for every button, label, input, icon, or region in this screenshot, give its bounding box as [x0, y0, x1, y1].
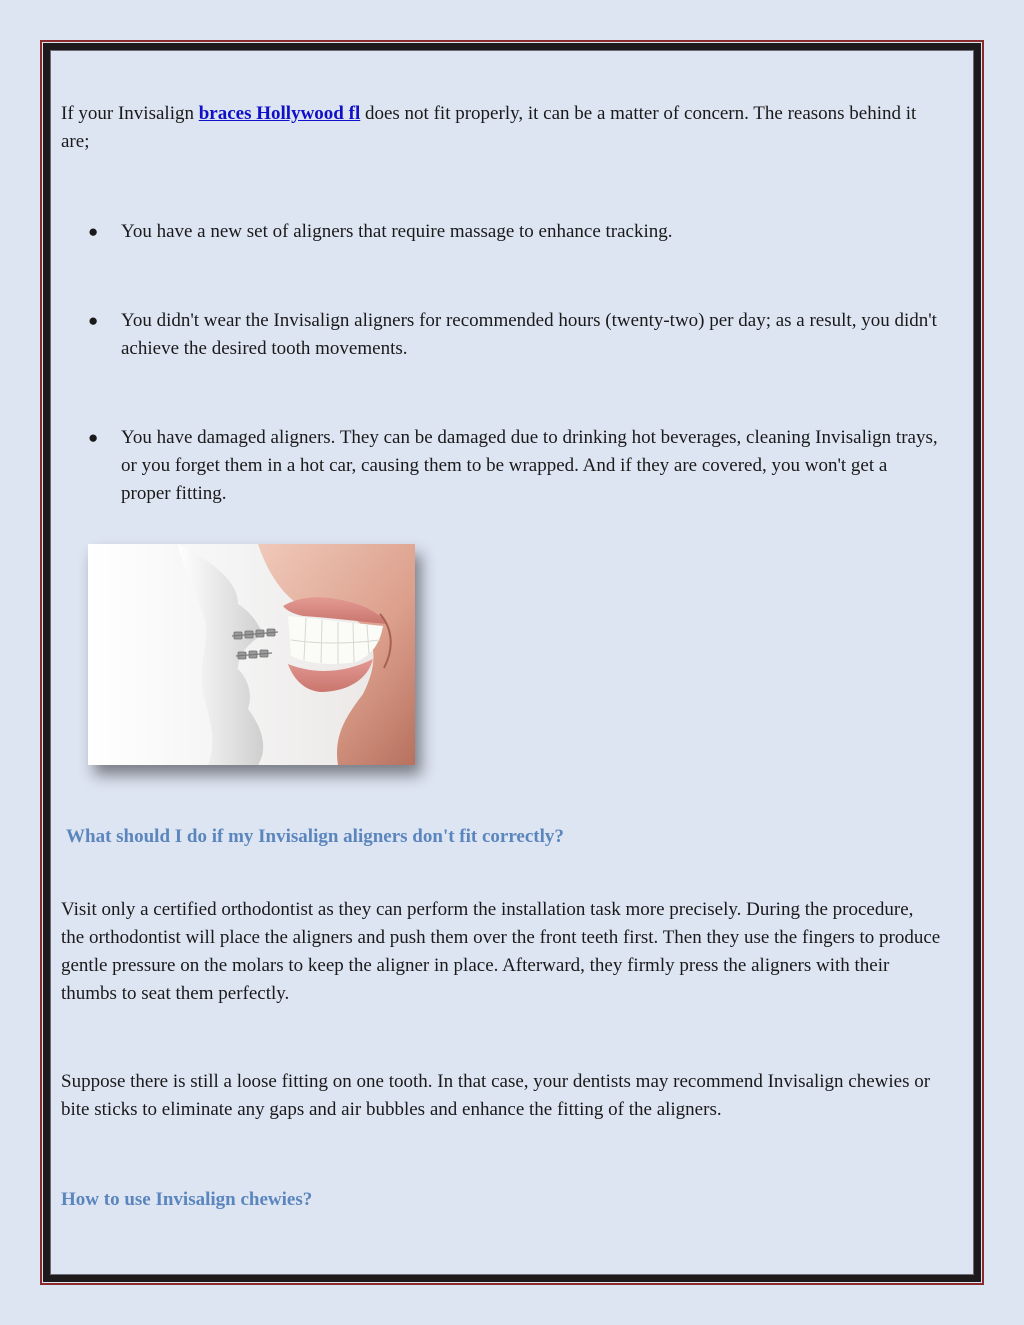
list-item	[61, 307, 941, 363]
intro-text-end: does not fit properly, it can be a matter of concern. The reasons behind it are;	[61, 103, 917, 152]
reason-text: You didn't wear the Invisalign aligners for recommended hours (twenty-two) per day; as a result, you didn't achieve the desired tooth movements.	[121, 310, 937, 359]
bullet-icon: ●	[88, 428, 99, 447]
paragraph-visit-orthodontist: Visit only a certified orthodontist as they can perform the installation task more precisely. During the procedure, the orthodontist will place the aligners and push them over the front teeth first. Then they use the fingers to produce gentle pressure on the molars to keep the aligner in place. Afterward, they firmly press the aligners with their thumbs to seat them perfectly.	[61, 899, 941, 1004]
braces-hollywood-link[interactable]: braces Hollywood fl	[198, 103, 361, 124]
intro-text-start: If your Invisalign	[61, 103, 199, 124]
reason-text: You have damaged aligners. They can be damaged due to drinking hot beverages, cleaning Invisalign trays, or you forget them in a hot car, causing them to be wrapped. And if they are covered, you won't get a proper fitting.	[121, 427, 938, 504]
bullet-icon: ●	[88, 311, 99, 330]
reasons-list	[61, 218, 941, 508]
heading-aligners-fit: What should I do if my Invisalign aligners don't fit correctly?	[66, 826, 564, 847]
reason-text: You have a new set of aligners that require massage to enhance tracking.	[121, 221, 673, 242]
list-item	[61, 218, 941, 246]
heading-chewies: How to use Invisalign chewies?	[61, 1189, 313, 1210]
bullet-icon: ●	[88, 222, 99, 241]
document-content	[61, 100, 941, 1214]
intro-paragraph	[61, 100, 941, 156]
smile-aligners-image	[88, 544, 415, 765]
paragraph-loose-fitting: Suppose there is still a loose fitting on one tooth. In that case, your dentists may recommend Invisalign chewies or bite sticks to eliminate any gaps and air bubbles and enhance the fitting of the aligners.	[61, 1071, 931, 1120]
list-item	[61, 424, 941, 508]
